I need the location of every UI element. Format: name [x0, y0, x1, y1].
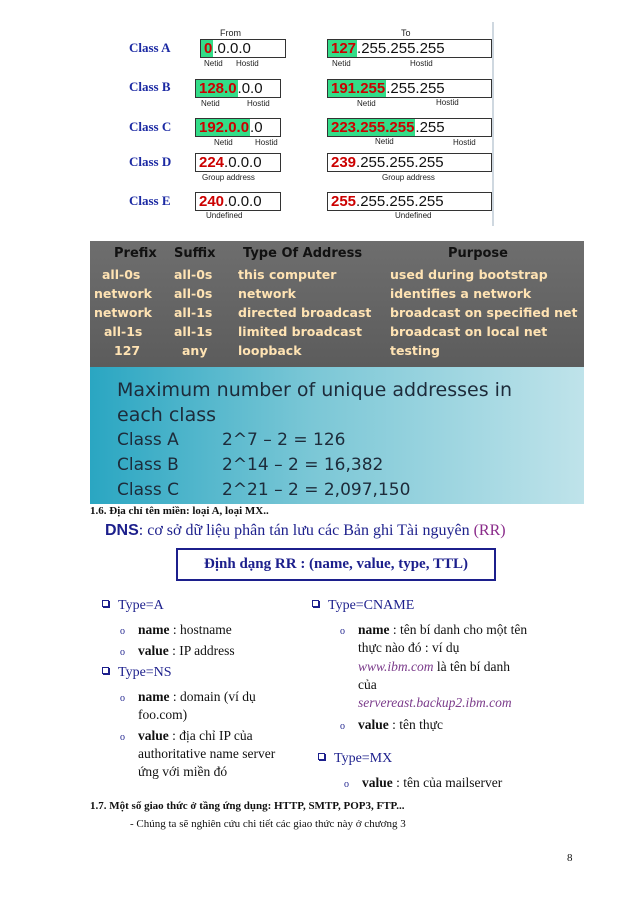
class-c-count: 2^21 – 2 = 2,097,150: [222, 480, 411, 500]
table-cell: directed broadcast: [238, 305, 372, 320]
class-d-to-address: 239 .255.255.255: [327, 153, 492, 172]
header-type: Type Of Address: [243, 246, 363, 261]
class-e-to-undefined: Undefined: [395, 211, 432, 220]
class-b-to-netid: Netid: [357, 99, 376, 108]
header-purpose: Purpose: [448, 246, 508, 261]
ibm-example-link: www.ibm.com: [358, 659, 434, 674]
type-mx-bullet: Type=MX: [318, 751, 392, 767]
class-a-label: Class A: [129, 40, 171, 55]
class-b-from-hostid: Hostid: [247, 99, 270, 108]
type-cname-cont3: của: [358, 677, 377, 692]
class-c-from-netid: Netid: [214, 138, 233, 147]
class-b-from-netid: Netid: [201, 99, 220, 108]
type-ns-value-item: o value : địa chỉ IP của: [120, 727, 253, 746]
class-d-from-address: 224 .0.0.0: [195, 153, 281, 172]
square-bullet-icon: [102, 600, 109, 607]
class-b-to-address: 191.255 .255.255: [327, 79, 492, 98]
class-b-from-address: 128.0 .0.0: [195, 79, 281, 98]
header-prefix: Prefix: [114, 246, 157, 261]
circle-bullet-icon: o: [340, 626, 345, 637]
servereast-example-link: servereast.backup2.ibm.com: [358, 695, 512, 710]
square-bullet-icon: [312, 600, 319, 607]
class-c-from-address: 192.0.0 .0: [195, 118, 281, 137]
special-address-table: [90, 241, 584, 367]
table-cell: network: [238, 286, 296, 301]
class-e-to-address: 255 .255.255.255: [327, 192, 492, 211]
class-a-count: 2^7 – 2 = 126: [222, 430, 346, 450]
circle-bullet-icon: o: [340, 721, 345, 732]
square-bullet-icon: [102, 667, 109, 674]
class-a-to-address: 127 .255.255.255: [327, 39, 492, 58]
circle-bullet-icon: o: [120, 647, 125, 658]
table-cell: network: [94, 305, 152, 320]
class-c-from-hostid: Hostid: [255, 138, 278, 147]
table-cell: all-0s: [174, 267, 213, 282]
type-cname-cont1: thực nào đó : ví dụ: [358, 640, 460, 655]
circle-bullet-icon: o: [120, 626, 125, 637]
class-a-from-address: 0 .0.0.0: [200, 39, 286, 58]
table-cell: all-1s: [174, 324, 213, 339]
class-c-label: Class C: [129, 119, 172, 134]
table-cell: network: [94, 286, 152, 301]
class-b-label: Class B: [129, 79, 171, 94]
type-mx-value-item: o value : tên của mailserver: [344, 774, 502, 793]
table-cell: all-1s: [174, 305, 213, 320]
section-1-6-heading: 1.6. Địa chỉ tên miền: loại A, loại MX..: [90, 505, 269, 517]
page-number: 8: [567, 852, 573, 864]
type-ns-name-item: o name : domain (ví dụ: [120, 688, 256, 707]
max-title-line1: Maximum number of unique addresses in: [117, 379, 512, 401]
max-title-line2: each class: [117, 404, 217, 426]
table-cell: used during bootstrap: [390, 267, 548, 282]
header-suffix: Suffix: [174, 246, 216, 261]
class-d-to-group: Group address: [382, 173, 435, 182]
type-ns-bullet: Type=NS: [102, 665, 172, 681]
type-ns-value-cont2: ứng với miền đó: [138, 764, 228, 779]
rr-format-box: Định dạng RR : (name, value, type, TTL): [176, 548, 496, 581]
table-cell: all-0s: [102, 267, 141, 282]
square-bullet-icon: [318, 753, 325, 760]
class-c-name: Class C: [117, 480, 179, 500]
class-a-to-netid: Netid: [332, 59, 351, 68]
class-e-from-undefined: Undefined: [206, 211, 243, 220]
table-cell: any: [182, 343, 208, 358]
table-cell: limited broadcast: [238, 324, 362, 339]
class-c-to-address: 223.255.255 .255: [327, 118, 492, 137]
max-addresses-slide: [90, 367, 584, 504]
circle-bullet-icon: o: [120, 693, 125, 704]
class-b-count: 2^14 – 2 = 16,382: [222, 455, 384, 475]
to-column-title: To: [401, 28, 411, 38]
section-1-7-heading: 1.7. Một số giao thức ở tầng ứng dụng: HTTP, SMTP, POP3, FTP...: [90, 800, 405, 812]
class-c-to-netid: Netid: [375, 137, 394, 146]
class-c-to-hostid: Hostid: [453, 138, 476, 147]
table-cell: all-1s: [104, 324, 143, 339]
class-d-label: Class D: [129, 154, 172, 169]
type-cname-bullet: Type=CNAME: [312, 598, 414, 614]
class-a-to-hostid: Hostid: [410, 59, 433, 68]
type-cname-cont2: www.ibm.com là tên bí danh: [358, 659, 510, 674]
type-a-value-item: o value : IP address: [120, 642, 235, 661]
table-cell: broadcast on specified net: [390, 305, 578, 320]
type-ns-name-cont: foo.com): [138, 707, 188, 722]
type-cname-name-item: o name : tên bí danh cho một tên: [340, 621, 527, 640]
from-column-title: From: [220, 28, 241, 38]
class-a-name: Class A: [117, 430, 179, 450]
table-cell: all-0s: [174, 286, 213, 301]
class-d-from-group: Group address: [202, 173, 255, 182]
type-a-bullet: Type=A: [102, 598, 164, 614]
class-a-from-hostid: Hostid: [236, 59, 259, 68]
table-cell: this computer: [238, 267, 337, 282]
table-cell: 127: [114, 343, 141, 358]
type-cname-value-item: o value : tên thực: [340, 716, 443, 735]
class-e-from-address: 240 .0.0.0: [195, 192, 281, 211]
table-cell: broadcast on local net: [390, 324, 548, 339]
circle-bullet-icon: o: [120, 732, 125, 743]
type-ns-value-cont1: authoritative name server: [138, 746, 276, 761]
section-1-7-paragraph: - Chúng ta sẽ nghiên cứu chi tiết các giao thức này ở chương 3: [130, 818, 406, 830]
dns-slide: [90, 520, 584, 795]
class-b-to-hostid: Hostid: [436, 98, 459, 107]
table-cell: testing: [390, 343, 440, 358]
table-cell: loopback: [238, 343, 302, 358]
class-a-from-netid: Netid: [204, 59, 223, 68]
type-a-name-item: o name : hostname: [120, 621, 232, 640]
class-e-label: Class E: [129, 193, 171, 208]
dns-title: DNS: cơ sở dữ liệu phân tán lưu các Bản ghi Tài nguyên (RR): [105, 522, 506, 539]
circle-bullet-icon: o: [344, 779, 349, 790]
class-b-name: Class B: [117, 455, 179, 475]
ip-class-figure: [120, 22, 494, 226]
table-cell: identifies a network: [390, 286, 532, 301]
